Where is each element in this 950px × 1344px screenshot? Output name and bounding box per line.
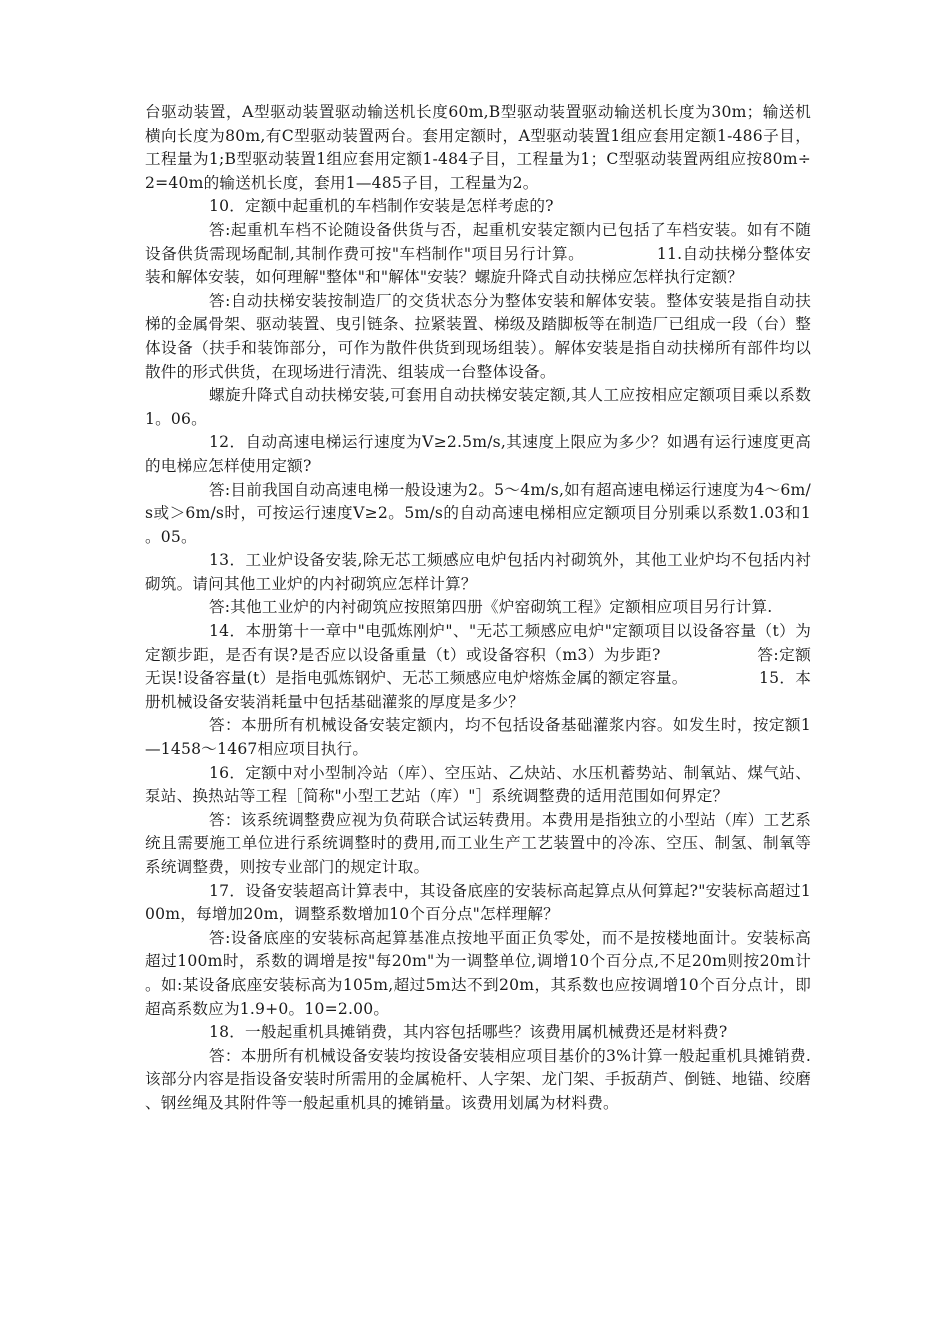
answer-15: 答：本册所有机械设备安装定额内，均不包括设备基础灌浆内容。如发生时，按定额1—1458～1467相应项目执行。	[145, 716, 811, 759]
document-body	[145, 101, 811, 1116]
question-16: 16．定额中对小型制冷站（库）、空压站、乙炔站、水压机蓄势站、制氧站、煤气站、泵站、换热站等工程［简称"小型工艺站（库）"］系统调整费的适用范围如何界定？	[145, 763, 811, 806]
question-17: 17．设备安装超高计算表中，其设备底座的安装标高起算点从何算起?"安装标高超过100m，每增加20m，调整系数增加10个百分点"怎样理解？	[145, 881, 811, 924]
answer-11: 答:自动扶梯安装按制造厂的交货状态分为整体安装和解体安装。整体安装是指自动扶梯的金属骨架、驱动装置、曳引链条、拉紧装置、梯级及踏脚板等在制造厂已组成一段（台）整体设备（扶手和装饰部分，可作为散件供货到现场组装）。解体安装是指自动扶梯所有部件均以散件的形式供货，在现场进行清洗、组装成一台整体设备。	[145, 291, 811, 381]
question-18: 18．一般起重机具摊销费，其内容包括哪些？该费用属机械费还是材料费?	[209, 1023, 728, 1042]
answer-17: 答:设备底座的安装标高起算基准点按地平面正负零处，而不是按楼地面计。安装标高超过100m时，系数的调增是按"每20m"为一调整单位,调增10个百分点,不足20m则按20m计。如:某设备底座安装标高为105m,超过5m达不到20m，其系数也应按调增10个百分点计，即超高系数应为1.9+0。10=2.00。	[145, 928, 811, 1018]
question-14-answer-14-question-15: 14．本册第十一章中"电弧炼刚炉"、"无芯工频感应电炉"定额项目以设备容量（t）为定额步距，是否有误?是否应以设备重量（t）或设备容积（m3）为步距? 答:定额无误!设备容量(t）是指电弧炼钢炉、无芯工频感应电炉熔炼金属的额定容量。 15．本册机械设备安装消耗量中包括基础灌浆的厚度是多少？	[145, 622, 811, 711]
question-12: 12．自动高速电梯运行速度为V≥2.5m/s,其速度上限应为多少？如遇有运行速度更高的电梯应怎样使用定额?	[145, 433, 811, 475]
question-13: 13．工业炉设备安装,除无芯工频感应电炉包括内衬砌筑外，其他工业炉均不包括内衬砌筑。请问其他工业炉的内衬砌筑应怎样计算？	[145, 551, 811, 593]
answer-18: 答：本册所有机械设备安装均按设备安装相应项目基价的3%计算一般起重机具摊销费.该部分内容是指设备安装时所需用的金属桅杆、人字架、龙门架、手扳葫芦、倒链、地锚、绞磨、钢丝绳及其附件等一般起重机具的摊销量。该费用划属为材料费。	[145, 1046, 811, 1112]
answer-10-question-11: 答:起重机车档不论随设备供货与否，起重机安装定额内已包括了车档安装。如有不随设备供货需现场配制,其制作费可按"车档制作"项目另行计算。 11.自动扶梯分整体安装和解体安装，如何理解"整体"和"解体"安装？螺旋升降式自动扶梯应怎样执行定额？	[145, 220, 811, 287]
paragraph-drive-unit-example: 台驱动装置，A型驱动装置驱动输送机长度60m,B型驱动装置驱动输送机长度为30m；输送机横向长度为80m,有C型驱动装置两台。套用定额时，A型驱动装置1组应套用定额1-486子目，工程量为1;B型驱动装置1组应套用定额1-484子目，工程量为1；C型驱动装置两组应按80m÷2=40m的输送机长度，套用1—485子目，工程量为2。	[145, 103, 811, 192]
answer-11-spiral-escalator: 螺旋升降式自动扶梯安装,可套用自动扶梯安装定额,其人工应按相应定额项目乘以系数1。06。	[145, 386, 811, 428]
answer-16: 答：该系统调整费应视为负荷联合试运转费用。本费用是指独立的小型站（库）工艺系统且需要施工单位进行系统调整时的费用,而工业生产工艺装置中的冷冻、空压、制氢、制氧等系统调整费，则按专业部门的规定计取。	[145, 810, 811, 876]
answer-13: 答:其他工业炉的内衬砌筑应按照第四册《炉窑砌筑工程》定额相应项目另行计算.	[209, 598, 773, 617]
question-10: 10．定额中起重机的车档制作安装是怎样考虑的?	[209, 197, 554, 216]
answer-12: 答:目前我国自动高速电梯一般设速为2。5～4m/s,如有超高速电梯运行速度为4～6m/s或＞6m/s时，可按运行速度V≥2。5m/s的自动高速电梯相应定额项目分别乘以系数1.03和1。05。	[145, 480, 811, 546]
